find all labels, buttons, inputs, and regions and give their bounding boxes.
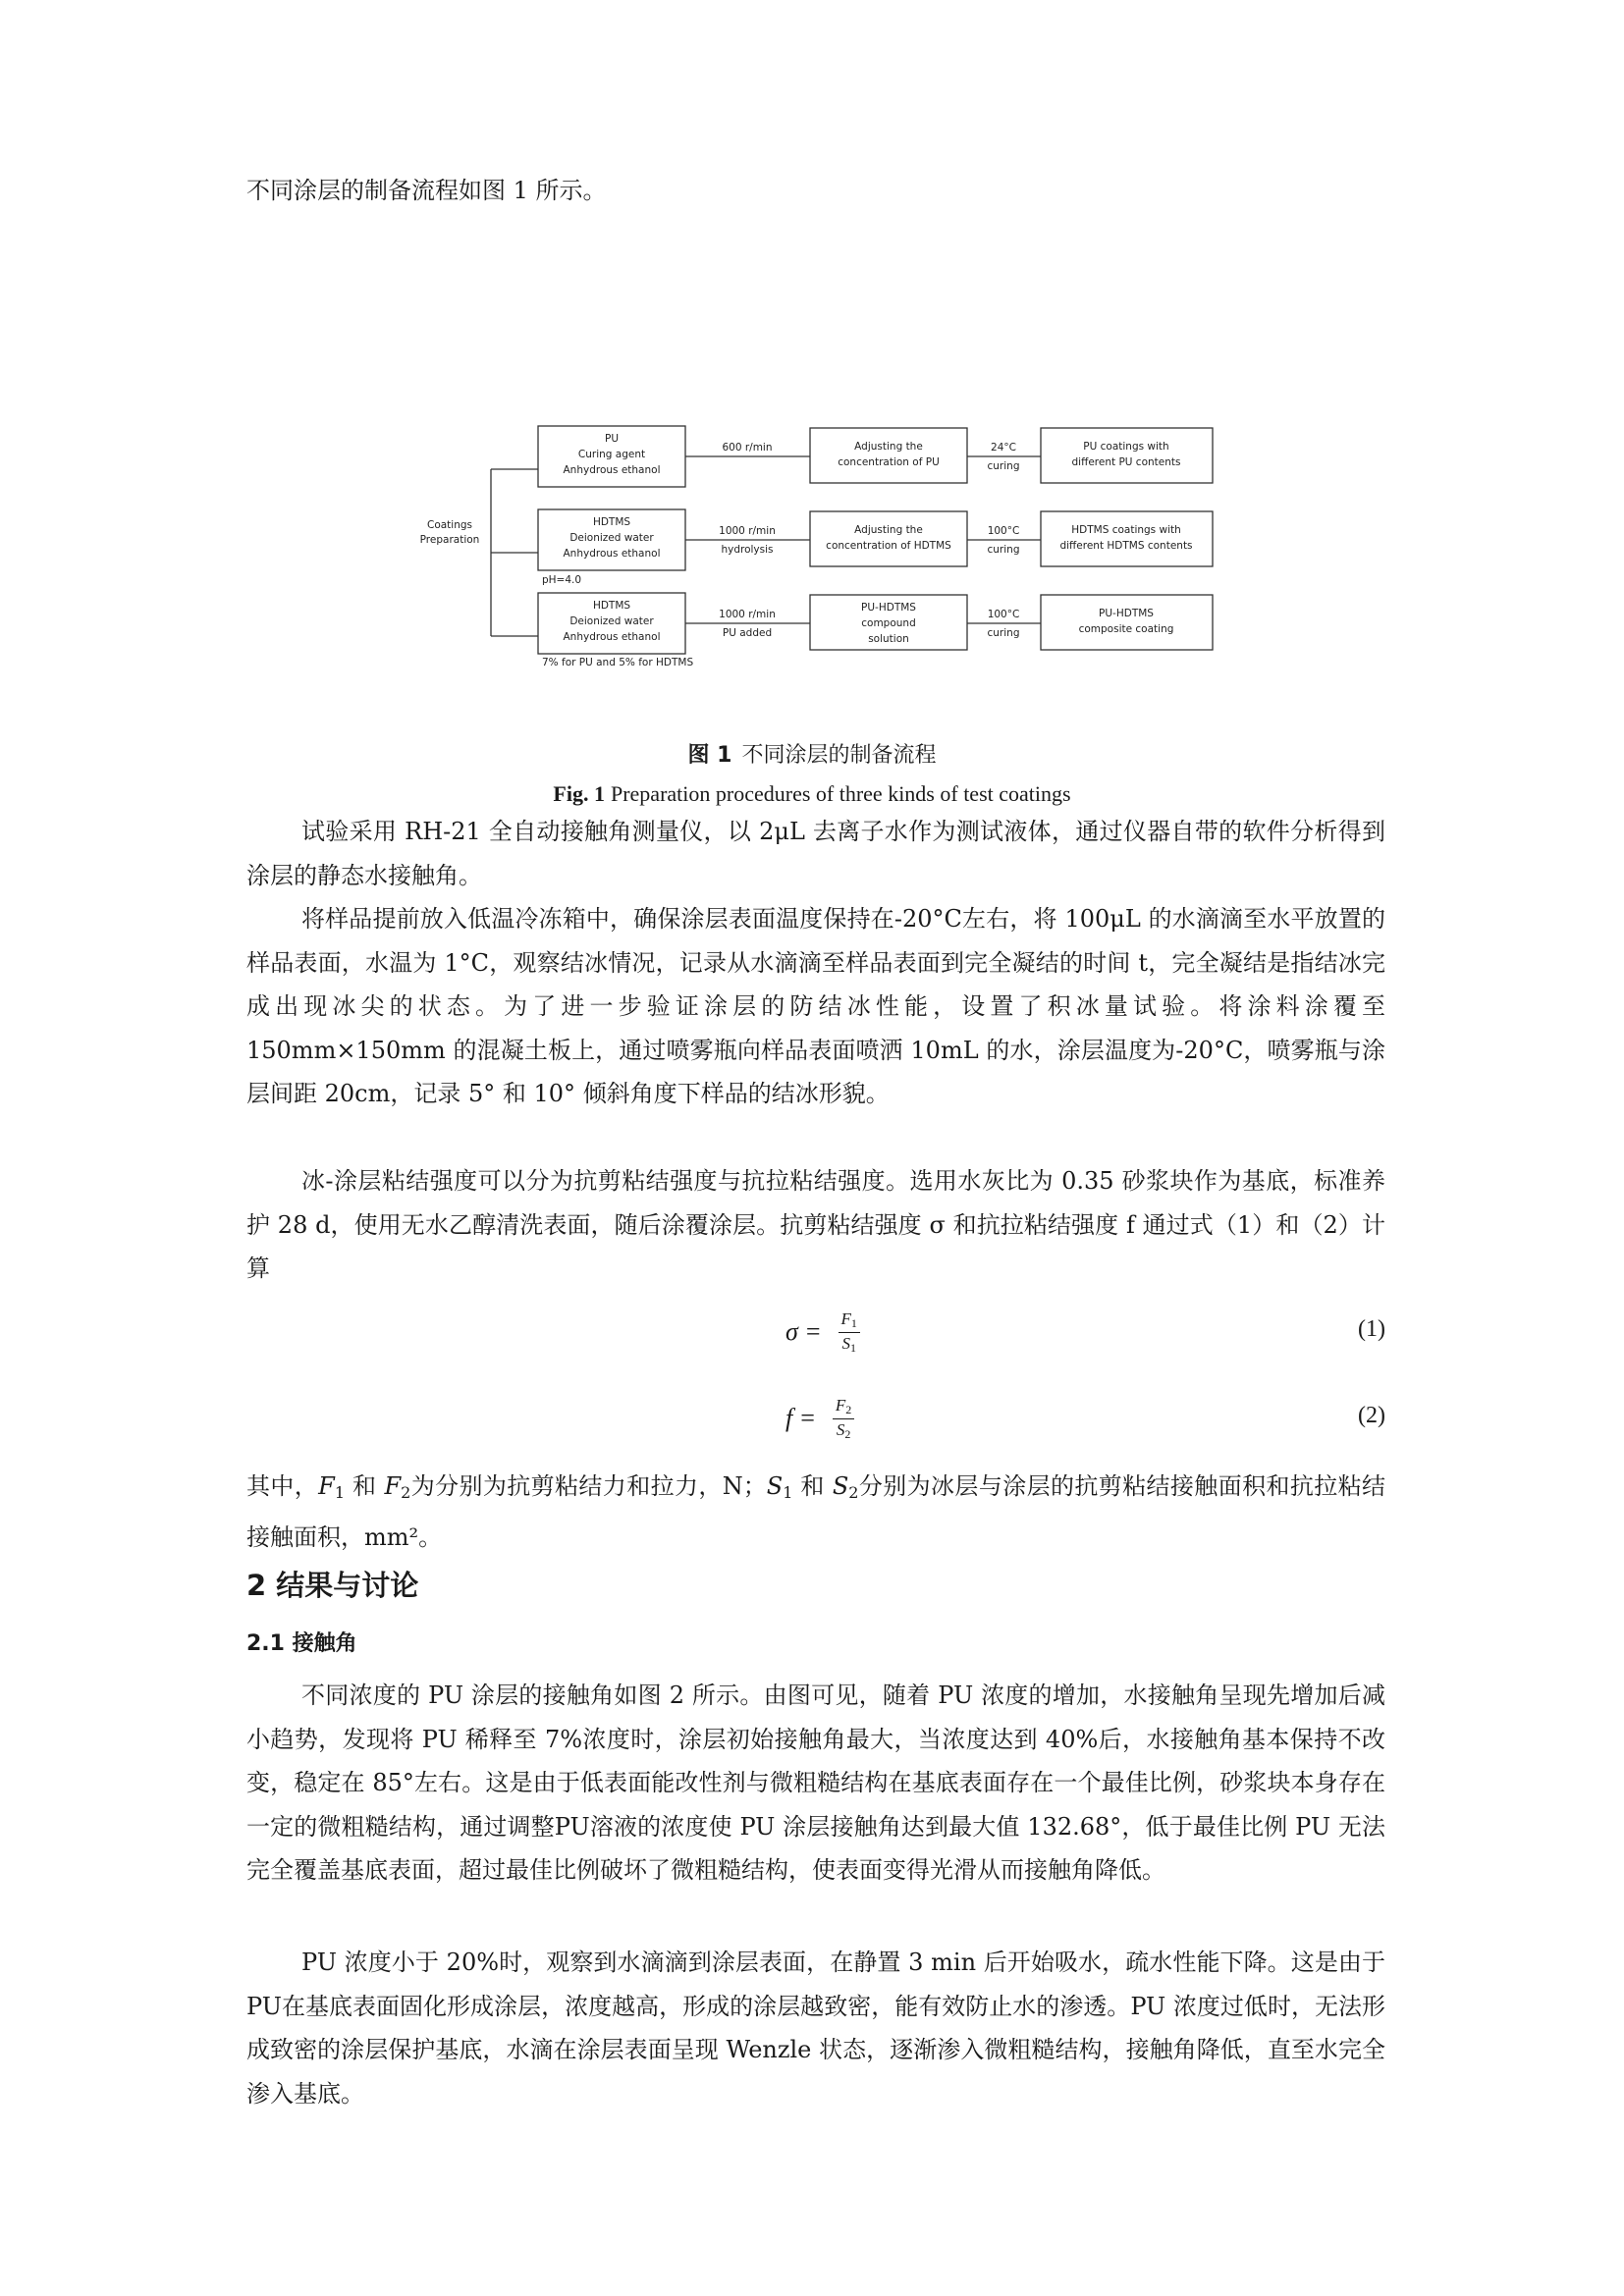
svg-text:Curing agent: Curing agent [577,449,646,460]
svg-text:hydrolysis: hydrolysis [721,544,774,556]
equation-2-number: (2) [1358,1403,1385,1428]
paragraph-icing-test: 将样品提前放入低温冷冻箱中，确保涂层表面温度保持在-20°C左右，将 100μL 的水滴滴至水平放置的样品表面，水温为 1°C，观察结冰情况，记录从水滴滴至样品表面到完全凝结的时间 t，完全凝结是指结冰完成出现冰尖的状态。为了进一步验证涂层的防结冰性能，设置了积冰量试验。将涂料涂覆至 150mm×150mm 的混凝土板上，通过喷雾瓶向样品表面喷洒 10mL 的水，涂层温度为-20°C，喷雾瓶与涂层间距 20cm，记录 5° 和 10° 倾斜角度下样品的结冰形貌。 [246,905,1385,1107]
svg-text:Deionized water: Deionized water [569,532,654,544]
svg-text:curing: curing [987,627,1020,639]
svg-text:PU added: PU added [722,627,773,639]
svg-text:Adjusting the: Adjusting the [854,441,923,453]
svg-text:1000 r/min: 1000 r/min [719,609,776,620]
svg-text:PU-HDTMS: PU-HDTMS [1099,608,1154,619]
note-ph: pH=4.0 [542,574,582,586]
svg-text:compound: compound [861,617,916,629]
paragraph-adhesion-strength: 冰-涂层粘结强度可以分为抗剪粘结强度与抗拉粘结强度。选用水灰比为 0.35 砂浆块作为基底，标准养护 28 d，使用无水乙醇清洗表面，随后涂覆涂层。抗剪粘结强度 σ 和抗拉粘结强度 f 通过式（1）和（2）计算 [246,1167,1385,1282]
equation-1-number: (1) [1358,1316,1385,1342]
svg-text:curing: curing [987,460,1020,472]
svg-text:100°C: 100°C [987,609,1020,620]
svg-text:24°C: 24°C [991,442,1016,454]
svg-text:HDTMS coatings with: HDTMS coatings with [1071,524,1181,536]
figure-title-zh: 不同涂层的制备流程 [741,743,937,768]
section-heading: 2 结果与讨论 [246,1569,419,1602]
paragraph-pu-concentration: PU 浓度小于 20%时，观察到水滴滴到涂层表面，在静置 3 min 后开始吸水，疏水性能下降。这是由于PU在基底表面固化形成涂层，浓度越高，形成的涂层越致密，能有效防止水的渗透。PU 浓度过低时，无法形成致密的涂层保护基底，水滴在涂层表面呈现 Wenzle 状态，逐渐渗入微粗糙结构，接触角降低，直至水完全渗入基底。 [246,1949,1385,2108]
svg-text:Anhydrous ethanol: Anhydrous ethanol [563,464,661,476]
svg-text:concentration of PU: concentration of PU [838,456,940,468]
figure-title-en: Preparation procedures of three kinds of test coatings [610,781,1071,806]
svg-text:PU coatings with: PU coatings with [1083,441,1169,453]
svg-text:100°C: 100°C [987,525,1020,537]
note-bottom: 7% for PU and 5% for HDTMS [542,657,694,668]
equation-2: f = $\frac{F_2}{S_2}$ (2) [785,1395,1385,1441]
figure-label-en: Fig. 1 [553,781,605,806]
svg-text:HDTMS: HDTMS [592,516,631,528]
svg-text:concentration of HDTMS: concentration of HDTMS [826,540,951,552]
svg-text:PU: PU [604,433,620,445]
root-line-1: Coatings [426,519,473,531]
paragraph-contact-angle-method: 试验采用 RH-21 全自动接触角测量仪，以 2μL 去离子水作为测试液体，通过仪器自带的软件分析得到涂层的静态水接触角。 [246,818,1385,889]
svg-text:composite coating: composite coating [1078,623,1174,635]
svg-text:HDTMS: HDTMS [592,600,631,612]
svg-text:different HDTMS contents: different HDTMS contents [1059,540,1193,552]
svg-text:600 r/min: 600 r/min [722,442,773,454]
figure-label-zh: 图 1 [687,743,732,768]
subsection-heading: 2.1 接触角 [246,1631,357,1656]
svg-text:Deionized water: Deionized water [569,615,654,627]
svg-text:PU-HDTMS: PU-HDTMS [861,602,916,614]
preparation-flowchart [412,412,1218,672]
paragraph-symbol-definitions: 其中，F1 和 F2为分别为抗剪粘结力和拉力，N；S1 和 S2分别为冰层与涂层的抗剪粘结接触面积和抗拉粘结接触面积，mm²。 [246,1472,1386,1551]
svg-text:1000 r/min: 1000 r/min [719,525,776,537]
equation-1: σ = $\frac{F_1}{S_1}$ (1) [785,1308,1385,1355]
svg-text:different PU contents: different PU contents [1071,456,1181,468]
root-line-2: Preparation [419,534,480,546]
paragraph-contact-angle-results: 不同浓度的 PU 涂层的接触角如图 2 所示。由图可见，随着 PU 浓度的增加，水接触角呈现先增加后减小趋势，发现将 PU 稀释至 7%浓度时，涂层初始接触角最大，当浓度达到 40%后，水接触角基本保持不改变，稳定在 85°左右。这是由于低表面能改性剂与微粗糙结构在基底表面存在一个最佳比例，砂浆块本身存在一定的微粗糙结构，通过调整PU溶液的浓度使 PU 涂层接触角达到最大值 132.68°，低于最佳比例 PU 无法完全覆盖基底表面，超过最佳比例破坏了微粗糙结构，使表面变得光滑从而接触角降低。 [246,1682,1385,1884]
svg-text:Anhydrous ethanol: Anhydrous ethanol [563,631,661,643]
figure-caption-en [0,781,1624,807]
svg-text:curing: curing [987,544,1020,556]
svg-text:solution: solution [868,633,909,645]
svg-text:Anhydrous ethanol: Anhydrous ethanol [563,548,661,560]
intro-paragraph: 不同涂层的制备流程如图 1 所示。 [246,177,607,204]
figure-caption-zh [0,738,1624,769]
svg-text:Adjusting the: Adjusting the [854,524,923,536]
